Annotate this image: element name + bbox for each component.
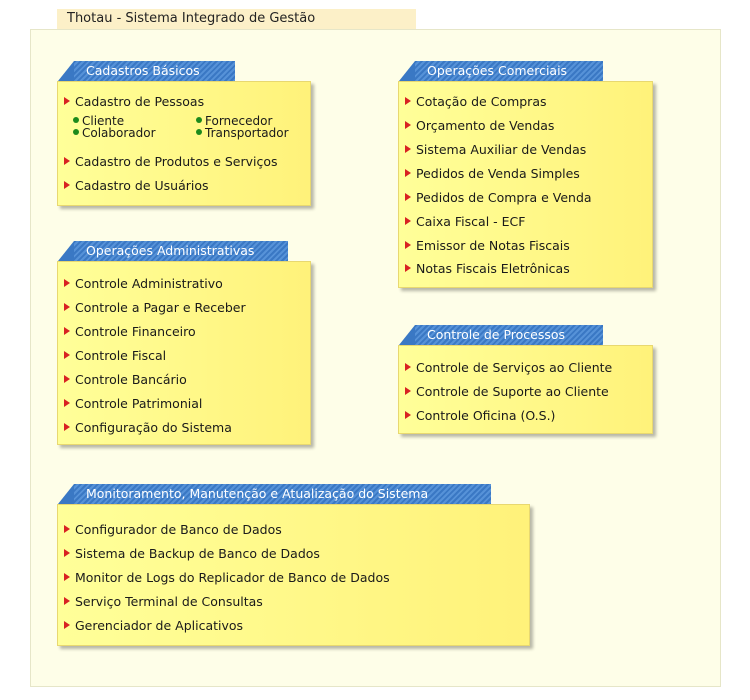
green-dot-icon xyxy=(73,117,79,123)
red-arrow-icon xyxy=(405,145,411,153)
menu-item-cotacao-compras[interactable]: Cotação de Compras xyxy=(405,94,547,109)
red-arrow-icon xyxy=(64,351,70,359)
submenu-item-cliente[interactable]: Cliente xyxy=(73,114,124,128)
section-header-cadastros xyxy=(74,61,235,81)
menu-item-cadastro-usuarios[interactable]: Cadastro de Usuários xyxy=(64,178,209,193)
menu-item-cadastro-produtos[interactable]: Cadastro de Produtos e Serviços xyxy=(64,154,278,169)
section-box-processos xyxy=(398,345,653,434)
app-title-tab xyxy=(57,9,416,30)
red-arrow-icon xyxy=(64,597,70,605)
section-box-administrativas xyxy=(57,261,311,445)
menu-item-configurador-banco-dados[interactable]: Configurador de Banco de Dados xyxy=(64,522,282,537)
menu-item-gerenciador-aplicativos[interactable]: Gerenciador de Aplicativos xyxy=(64,618,243,633)
menu-item-caixa-fiscal-ecf[interactable]: Caixa Fiscal - ECF xyxy=(405,214,525,229)
red-arrow-icon xyxy=(64,97,70,105)
menu-item-backup-banco-dados[interactable]: Sistema de Backup de Banco de Dados xyxy=(64,546,320,561)
green-dot-icon xyxy=(196,117,202,123)
menu-item-controle-bancario[interactable]: Controle Bancário xyxy=(64,372,187,387)
menu-item-pedidos-compra-venda[interactable]: Pedidos de Compra e Venda xyxy=(405,190,592,205)
menu-item-controle-financeiro[interactable]: Controle Financeiro xyxy=(64,324,196,339)
section-title: Operações Administrativas xyxy=(86,243,255,258)
section-header-processos xyxy=(415,325,603,345)
red-arrow-icon xyxy=(405,217,411,225)
red-arrow-icon xyxy=(64,157,70,165)
menu-item-controle-patrimonial[interactable]: Controle Patrimonial xyxy=(64,396,202,411)
menu-item-emissor-notas-fiscais[interactable]: Emissor de Notas Fiscais xyxy=(405,238,570,253)
green-dot-icon xyxy=(73,129,79,135)
red-arrow-icon xyxy=(64,525,70,533)
section-box-comerciais xyxy=(398,81,653,288)
green-dot-icon xyxy=(196,129,202,135)
section-title: Monitoramento, Manutenção e Atualização do Sistema xyxy=(86,486,429,501)
red-arrow-icon xyxy=(64,621,70,629)
section-title: Operações Comerciais xyxy=(427,63,568,78)
menu-item-controle-suporte-cliente[interactable]: Controle de Suporte ao Cliente xyxy=(405,384,609,399)
red-arrow-icon xyxy=(64,181,70,189)
red-arrow-icon xyxy=(405,241,411,249)
menu-item-orcamento-vendas[interactable]: Orçamento de Vendas xyxy=(405,118,554,133)
submenu-item-transportador[interactable]: Transportador xyxy=(196,126,289,140)
menu-item-controle-administrativo[interactable]: Controle Administrativo xyxy=(64,276,223,291)
red-arrow-icon xyxy=(405,264,411,272)
red-arrow-icon xyxy=(64,423,70,431)
menu-item-controle-fiscal[interactable]: Controle Fiscal xyxy=(64,348,166,363)
section-header-monitoramento xyxy=(74,484,491,504)
red-arrow-icon xyxy=(64,375,70,383)
section-header-administrativas xyxy=(74,241,288,261)
section-header-comerciais xyxy=(415,61,603,81)
red-arrow-icon xyxy=(64,327,70,335)
menu-item-monitor-logs-replicador[interactable]: Monitor de Logs do Replicador de Banco de Dados xyxy=(64,570,390,585)
red-arrow-icon xyxy=(64,573,70,581)
menu-item-pedidos-venda-simples[interactable]: Pedidos de Venda Simples xyxy=(405,166,580,181)
red-arrow-icon xyxy=(405,169,411,177)
red-arrow-icon xyxy=(405,411,411,419)
menu-item-cadastro-pessoas[interactable]: Cadastro de Pessoas xyxy=(64,94,204,109)
red-arrow-icon xyxy=(405,363,411,371)
red-arrow-icon xyxy=(64,303,70,311)
section-title: Cadastros Básicos xyxy=(86,63,200,78)
section-box-monitoramento xyxy=(57,504,530,646)
app-title: Thotau - Sistema Integrado de Gestão xyxy=(67,11,316,26)
red-arrow-icon xyxy=(64,399,70,407)
red-arrow-icon xyxy=(405,97,411,105)
submenu-item-colaborador[interactable]: Colaborador xyxy=(73,126,156,140)
red-arrow-icon xyxy=(64,549,70,557)
menu-item-controle-pagar-receber[interactable]: Controle a Pagar e Receber xyxy=(64,300,246,315)
red-arrow-icon xyxy=(405,193,411,201)
menu-item-controle-servicos-cliente[interactable]: Controle de Serviços ao Cliente xyxy=(405,360,612,375)
red-arrow-icon xyxy=(64,279,70,287)
red-arrow-icon xyxy=(405,121,411,129)
submenu-item-fornecedor[interactable]: Fornecedor xyxy=(196,114,272,128)
section-box-cadastros xyxy=(57,81,311,206)
red-arrow-icon xyxy=(405,387,411,395)
section-title: Controle de Processos xyxy=(427,327,566,342)
menu-item-controle-oficina[interactable]: Controle Oficina (O.S.) xyxy=(405,408,555,423)
menu-item-notas-fiscais-eletronicas[interactable]: Notas Fiscais Eletrônicas xyxy=(405,261,570,276)
menu-item-sistema-auxiliar-vendas[interactable]: Sistema Auxiliar de Vendas xyxy=(405,142,586,157)
menu-item-configuracao-sistema[interactable]: Configuração do Sistema xyxy=(64,420,232,435)
menu-item-servico-terminal-consultas[interactable]: Serviço Terminal de Consultas xyxy=(64,594,263,609)
